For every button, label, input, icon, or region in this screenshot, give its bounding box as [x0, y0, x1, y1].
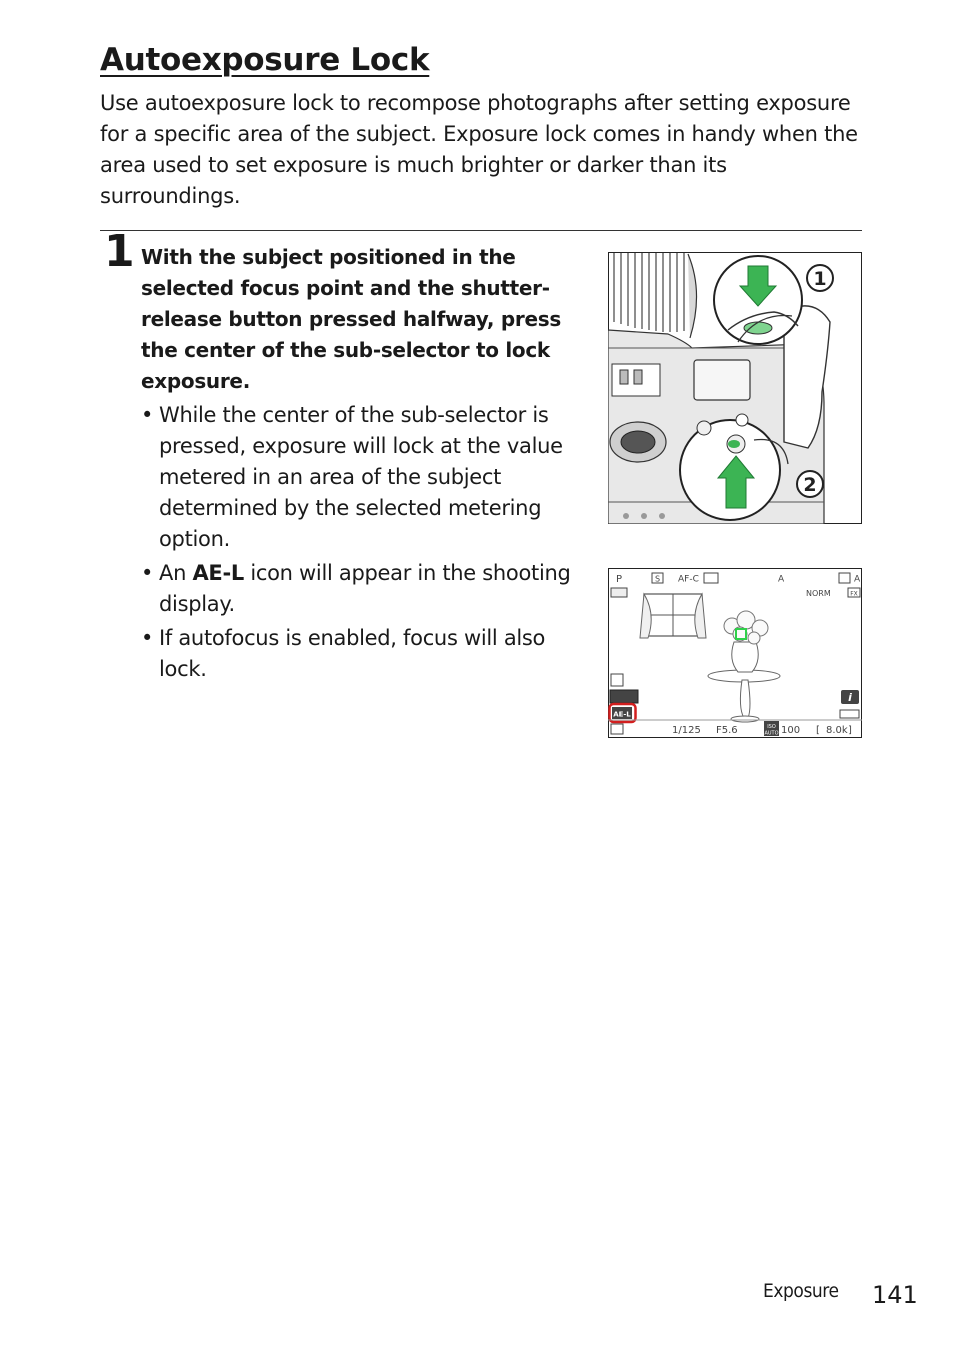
shooting-display-illustration: [608, 568, 862, 738]
step-heading: With the subject positioned in the selected focus point and the shutter-release button pressed halfway, press the center of the sub-selector to lock exposure.: [141, 245, 561, 393]
image-area: FX: [850, 590, 858, 598]
bullet-text: If autofocus is enabled, focus will also lock.: [159, 626, 546, 681]
page-number: 141: [872, 1281, 918, 1309]
step-bullet-list: [141, 400, 581, 688]
white-balance: A: [778, 574, 785, 585]
release-mode: S: [654, 574, 661, 584]
bracket-left: [: [816, 725, 820, 736]
page-title: Autoexposure Lock: [100, 42, 430, 78]
footer-section-label: Exposure: [763, 1280, 839, 1302]
callout-1: 1: [813, 268, 827, 290]
picture-control: A: [854, 574, 861, 585]
bullet-item: [141, 400, 581, 555]
ael-icon: AE-L: [613, 710, 631, 719]
af-mode: AF-C: [678, 574, 699, 585]
shutter-speed: 1/125: [672, 725, 701, 736]
bullet-item: [141, 623, 581, 685]
ael-term: AE-L: [192, 561, 244, 585]
bracket-right: ]: [848, 725, 852, 736]
bullet-item: [141, 558, 581, 620]
iso-value: 100: [781, 725, 801, 736]
step-number: 1: [104, 226, 135, 277]
aperture: F5.6: [716, 725, 738, 736]
shooting-display: [608, 568, 862, 738]
remaining-exposures: 8.0k: [826, 725, 848, 736]
bullet-suffix: icon will appear in the shooting display.: [159, 561, 571, 616]
iso-label-top: ISO: [767, 724, 776, 730]
bullet-prefix: An: [159, 561, 193, 585]
callout-2: 2: [803, 474, 817, 496]
section-divider: [100, 230, 862, 231]
iso-label-bottom: AUTO: [764, 730, 779, 737]
info-button: i: [848, 691, 852, 704]
exposure-mode: P: [616, 574, 623, 585]
image-quality: NORM: [806, 589, 831, 598]
intro-paragraph: Use autoexposure lock to recompose photographs after setting exposure for a specific area of the subject. Exposure lock comes in handy when the area used to set exposure is much brighter or darker than its surroundings.: [100, 91, 858, 208]
camera-illustration: [608, 252, 862, 524]
bullet-text: While the center of the sub-selector is pressed, exposure will lock at the value metered in an area of the subject determined by the selected metering option.: [159, 403, 563, 551]
camera-drawing: [608, 252, 862, 524]
